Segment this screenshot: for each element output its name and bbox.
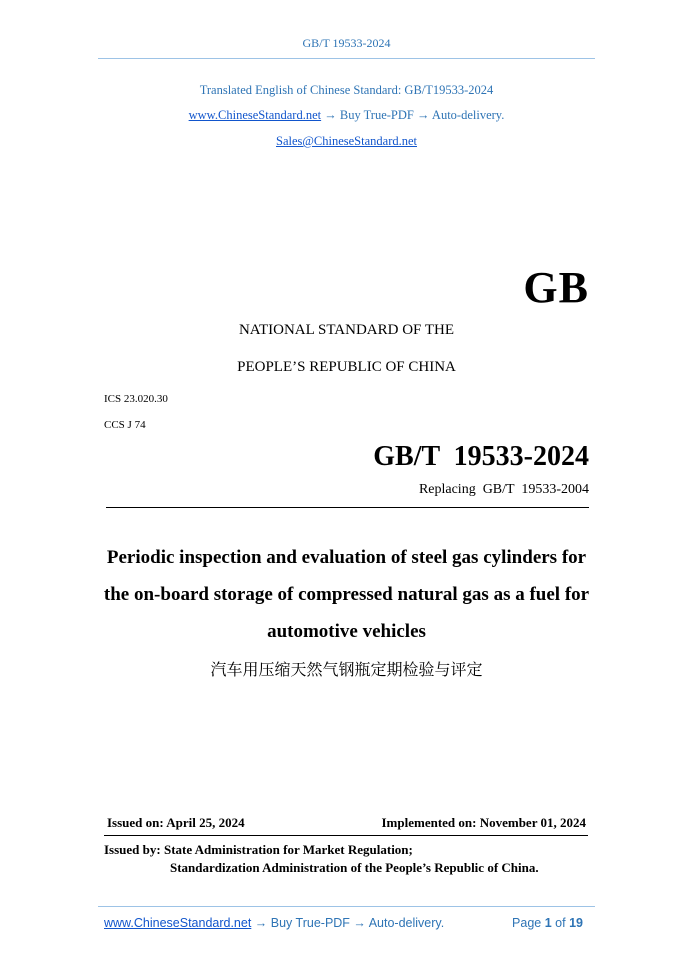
implemented-date: Implemented on: November 01, 2024 (381, 815, 586, 830)
number-rule (106, 507, 589, 508)
footer-site-link[interactable]: www.ChineseStandard.net (104, 916, 252, 930)
banner-line2 (0, 108, 693, 123)
ics-code: ICS 23.020.30 (104, 393, 168, 405)
title-line2: the on-board storage of compressed natural gas as a fuel for (103, 584, 590, 605)
dates-rule (104, 835, 588, 836)
national-line2: PEOPLE’S REPUBLIC OF CHINA (237, 359, 456, 375)
title-line1: Periodic inspection and evaluation of steel gas cylinders for (106, 547, 587, 568)
header-code: GB/T 19533-2024 (302, 36, 391, 50)
banner-email-link[interactable]: Sales@ChineseStandard.net (276, 134, 417, 148)
footer-divider (98, 906, 595, 907)
banner-line2-rest: → Buy True-PDF → Auto-delivery. (321, 108, 505, 122)
banner-line3 (0, 134, 693, 149)
national-line1: NATIONAL STANDARD OF THE (238, 322, 455, 338)
banner-line1: Translated English of Chinese Standard: GB/T19533-2024 (199, 83, 494, 97)
footer-rest: → Buy True-PDF → Auto-delivery. (251, 916, 445, 930)
ccs-code: CCS J 74 (104, 419, 146, 431)
standard-number: GB/T 19533-2024 (373, 441, 589, 472)
banner-site-link[interactable]: www.ChineseStandard.net (188, 108, 322, 122)
page-number: 1 (544, 916, 552, 930)
replacing-note: Replacing GB/T 19533-2004 (418, 482, 589, 497)
title-line3: automotive vehicles (267, 621, 426, 642)
issued-by-line1: Issued by: State Administration for Market Regulation; (104, 842, 413, 857)
of-label: of (555, 916, 566, 930)
footer-page (512, 916, 583, 930)
title-chinese: 汽车用压缩天然气钢瓶定期检验与评定 (210, 660, 483, 679)
issued-by-line2: Standardization Administration of the People’s Republic of China. (170, 860, 539, 875)
page-label: Page (512, 916, 542, 930)
footer-left (104, 916, 444, 930)
issued-date: Issued on: April 25, 2024 (107, 815, 245, 830)
header-divider (98, 58, 595, 59)
gb-logo: GB (523, 263, 589, 312)
page-total: 19 (569, 916, 583, 930)
